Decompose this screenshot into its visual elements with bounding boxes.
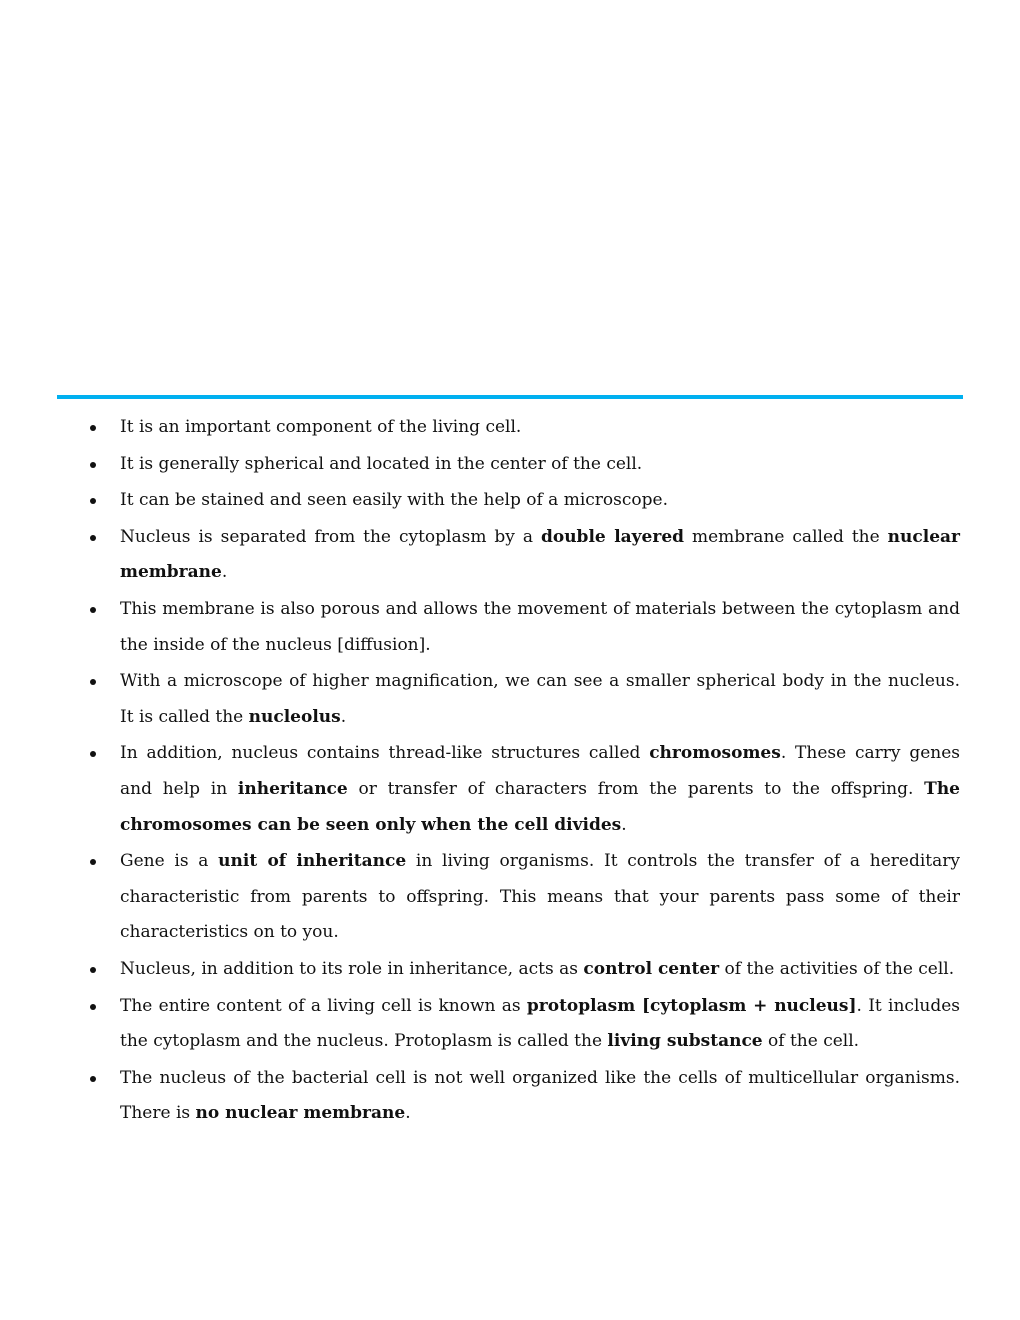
bold-term: unit of inheritance — [218, 851, 407, 872]
text-segment: in living organisms. It controls the transfer of a hereditary characteristic from parents to offspring. This means that your parents pass some of their characteristics on to you. — [120, 851, 960, 943]
text-segment: . These carry genes and help in — [120, 743, 960, 799]
bold-term: no nuclear membrane — [195, 1103, 406, 1124]
bullet-icon — [90, 607, 96, 613]
text-segment: Nucleus is separated from the cytoplasm by a — [120, 526, 541, 547]
text-segment: Nucleus, in addition to its role in inheritance, acts as — [120, 958, 584, 979]
bullet-icon — [90, 967, 96, 973]
bullet-icon — [90, 751, 96, 757]
text-segment: It is an important component of the living cell. — [120, 417, 522, 437]
text-segment: of the cell. — [762, 1031, 860, 1052]
list-item — [120, 447, 960, 483]
list-item — [120, 664, 960, 735]
text-segment: . — [621, 814, 627, 835]
bullet-icon — [90, 679, 96, 685]
bullet-icon — [90, 1004, 96, 1010]
text-segment: of the activities of the cell. — [719, 958, 955, 979]
list-item — [120, 989, 960, 1060]
bold-term: inheritance — [237, 778, 348, 799]
bullet-icon — [90, 535, 96, 541]
text-segment: . — [221, 562, 228, 583]
text-segment: This membrane is also porous and allows the movement of materials between the cytoplasm and the inside of the nucleus [diffusion]. — [120, 598, 960, 655]
text-segment: It is generally spherical and located in the center of the cell. — [120, 453, 643, 474]
text-segment: It can be stained and seen easily with the help of a microscope. — [120, 490, 668, 511]
bullet-icon — [90, 1076, 96, 1082]
section-divider — [57, 395, 963, 399]
text-segment: or transfer of characters from the parents to the offspring. — [347, 778, 925, 799]
bullet-icon — [90, 498, 96, 504]
bold-term: protoplasm [cytoplasm + nucleus] — [526, 995, 857, 1016]
bullet-icon — [90, 859, 96, 865]
text-segment: . — [405, 1103, 411, 1124]
text-segment: In addition, nucleus contains thread-like structures called — [120, 743, 650, 764]
bold-term: chromosomes — [649, 743, 781, 764]
list-item — [120, 410, 960, 446]
nucleus-facts-list — [120, 410, 960, 1133]
list-item — [120, 483, 960, 519]
bold-term: control center — [583, 958, 720, 979]
bold-term: double layered — [540, 526, 685, 547]
text-segment: With a microscope of higher magnification, we can see a smaller spherical body in the nucleus. It is called the — [120, 671, 960, 727]
list-item — [120, 592, 960, 663]
list-item — [120, 844, 960, 951]
list-item — [120, 952, 960, 988]
list-item — [120, 520, 960, 591]
text-segment: membrane called the — [684, 526, 888, 547]
text-segment: . — [340, 706, 347, 727]
list-item — [120, 1061, 960, 1132]
bold-term: The chromosomes can be seen only when the cell divides — [120, 778, 960, 835]
bold-term: nuclear membrane — [120, 526, 960, 583]
text-segment: Gene is a — [120, 851, 219, 872]
bullet-icon — [90, 425, 96, 431]
text-segment: . It includes the cytoplasm and the nucleus. Protoplasm is called the — [120, 995, 961, 1052]
text-segment: The nucleus of the bacterial cell is not well organized like the cells of multicellular organisms. There is — [120, 1067, 960, 1124]
text-segment: The entire content of a living cell is known as — [120, 995, 527, 1016]
bullet-icon — [90, 462, 96, 468]
bold-term: nucleolus — [248, 706, 341, 727]
list-item — [120, 736, 960, 843]
bold-term: living substance — [607, 1031, 763, 1052]
